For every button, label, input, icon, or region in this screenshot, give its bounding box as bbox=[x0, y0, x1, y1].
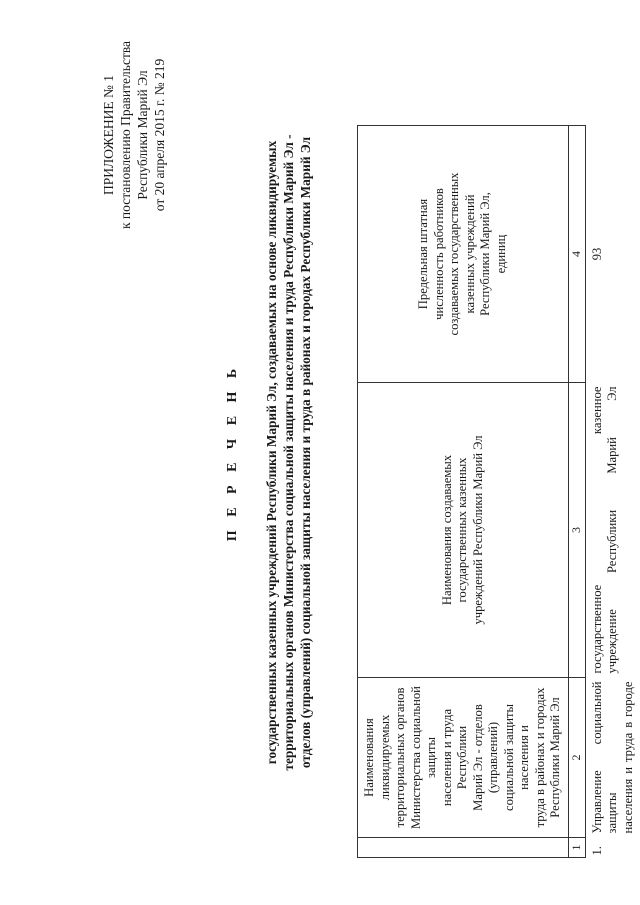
appendix-title: ПРИЛОЖЕНИЕ № 1 bbox=[101, 74, 116, 196]
liquidated-body-name bbox=[585, 678, 640, 838]
row-number: 1. bbox=[589, 846, 604, 856]
created-institution-name bbox=[585, 383, 640, 678]
header-text-line: Марий Эл - отделов (управлений) bbox=[470, 704, 500, 811]
document-subtitle bbox=[263, 20, 314, 885]
header-cell-created-institutions bbox=[358, 383, 569, 678]
cell-text-line: населения и труда в городе bbox=[620, 681, 635, 834]
column-number-row bbox=[568, 126, 585, 858]
table-header-row bbox=[358, 126, 569, 858]
appendix-block bbox=[100, 0, 168, 285]
cell-text-line: государственное казенное bbox=[589, 386, 604, 674]
table-row bbox=[585, 126, 640, 858]
title-block bbox=[225, 20, 314, 885]
header-text-line: труда в районах и городах bbox=[532, 687, 547, 828]
appendix-ref-line: к постановлению Правительства bbox=[118, 40, 133, 230]
cell-text-line: учреждение Республики Марий Эл bbox=[605, 386, 619, 674]
staff-limit-value: 93 bbox=[589, 247, 604, 261]
header-cell-liquidated-bodies bbox=[358, 678, 569, 838]
cell-text-line: Управление социальной защиты bbox=[589, 681, 619, 834]
header-text-line: учреждений Республики Марий Эл bbox=[470, 435, 485, 625]
header-text-line: казенных учреждений bbox=[462, 194, 477, 314]
column-number: 3 bbox=[568, 383, 585, 678]
header-text-line: социальной защиты населения и bbox=[501, 704, 531, 811]
appendix-date-line: от 20 апреля 2015 г. № 219 bbox=[152, 58, 167, 212]
column-number: 4 bbox=[568, 126, 585, 383]
subtitle-line: государственных казенных учреждений Республики Марий Эл, создаваемых на основе ликвидируемых bbox=[264, 140, 279, 765]
document-heading: П Е Р Е Ч Е Н Ь bbox=[225, 363, 240, 542]
column-number: 1 bbox=[568, 838, 585, 858]
column-number: 2 bbox=[568, 678, 585, 838]
header-text-line: создаваемых государственных bbox=[447, 172, 462, 336]
header-text-line: Республики Марий Эл, bbox=[478, 192, 493, 316]
institutions-table bbox=[357, 125, 640, 858]
header-text-line: Наименования создаваемых bbox=[439, 454, 454, 606]
header-text-line: единиц bbox=[493, 234, 508, 274]
header-text-line: населения и труда Республики bbox=[439, 708, 469, 807]
appendix-ref-line: Республики Марий Эл bbox=[135, 70, 150, 200]
subtitle-line: территориальных органов Министерства социальной защиты населения и труда Республики Марий Эл - bbox=[281, 134, 296, 771]
header-text-line: Наименования ликвидируемых bbox=[362, 714, 392, 801]
header-text-line: территориальных органов bbox=[393, 687, 407, 828]
header-cell-staff-limit bbox=[358, 126, 569, 383]
header-text-line: Республики Марий Эл bbox=[548, 697, 562, 818]
header-text-line: Предельная штатная bbox=[416, 198, 431, 310]
header-text-line: государственных казенных bbox=[455, 457, 469, 603]
header-cell-number bbox=[358, 838, 569, 858]
subtitle-line: отделов (управлений) социальной защиты населения и труда в районах и городах Республики Марий Эл bbox=[298, 136, 313, 769]
header-text-line: Министерства социальной защиты bbox=[408, 686, 438, 829]
header-text-line: численность работников bbox=[431, 188, 446, 320]
